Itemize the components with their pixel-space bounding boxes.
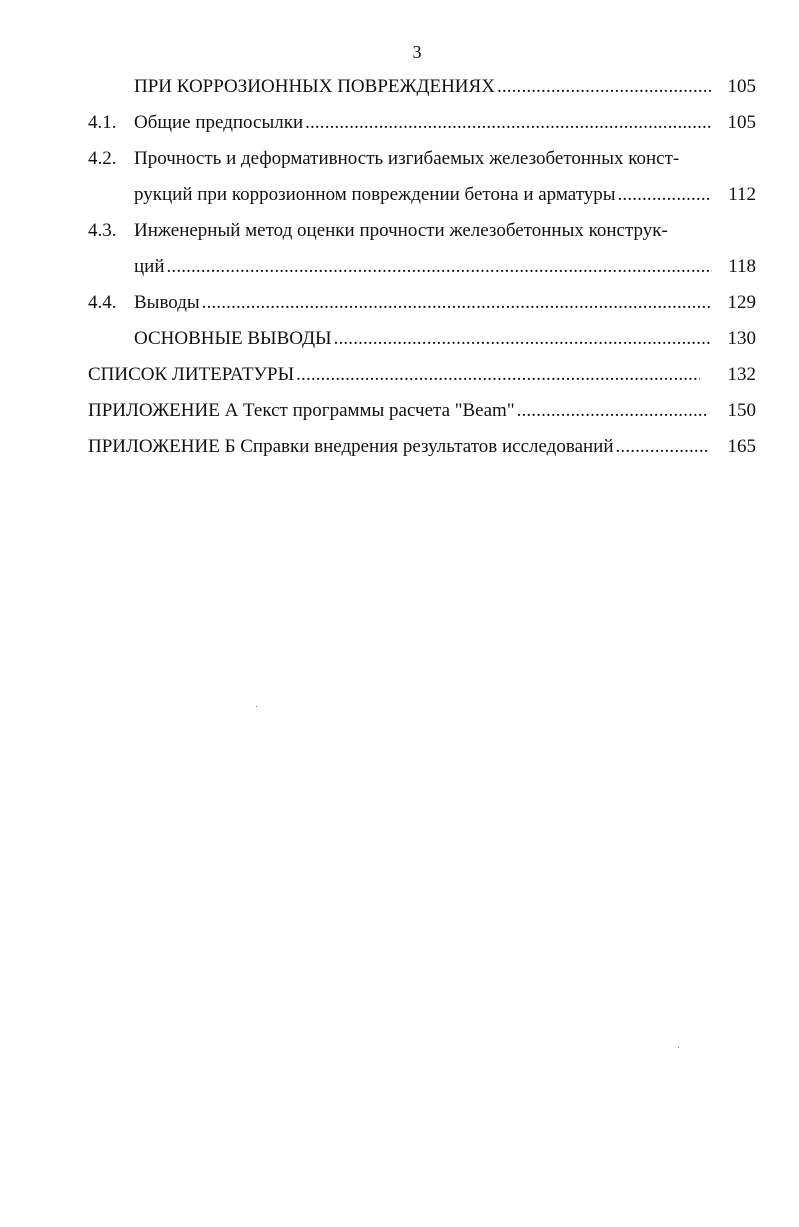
- toc-entry-number: 4.1.: [88, 112, 117, 133]
- toc-entry-title-line1: Инженерный метод оценки прочности железобетонных конструк-: [134, 220, 668, 241]
- toc-entry-title: ПРИЛОЖЕНИЕ А Текст программы расчета "Beam": [88, 400, 515, 421]
- dot-leader: [517, 398, 708, 424]
- toc-entry-number: 4.4.: [88, 292, 117, 313]
- toc-entry-title: ПРИЛОЖЕНИЕ Б Справки внедрения результатов исследований: [88, 436, 614, 457]
- dot-leader: [202, 290, 712, 316]
- toc-entry-4-1: [0, 110, 799, 136]
- toc-entry-title: СПИСОК ЛИТЕРАТУРЫ: [88, 364, 295, 385]
- toc-entry-title-line1: Прочность и деформативность изгибаемых железобетонных конст-: [134, 148, 680, 169]
- toc-entry-page: 112: [728, 184, 756, 205]
- dot-leader: [296, 362, 700, 388]
- scan-speck: [256, 706, 257, 707]
- toc-entry-title: рукций при коррозионном повреждении бетона и арматуры: [134, 184, 616, 205]
- toc-entry-corrosion-heading: [0, 74, 799, 100]
- dot-leader: [334, 326, 712, 352]
- dot-leader: [616, 434, 708, 460]
- toc-entry-number: 4.3.: [88, 220, 117, 241]
- toc-entry-page: 118: [728, 256, 756, 277]
- toc-entry-title: Общие предпосылки: [134, 112, 304, 133]
- toc-entry-4-2-cont: [0, 182, 799, 208]
- toc-entry-page: 130: [727, 328, 756, 349]
- toc-entry-page: 165: [727, 436, 756, 457]
- toc-entry-number: 4.2.: [88, 148, 117, 169]
- toc-entry-page: 129: [727, 292, 756, 313]
- dot-leader: [618, 182, 712, 208]
- toc-entry-page: 150: [727, 400, 756, 421]
- toc-entry-4-4: [0, 290, 799, 316]
- toc-entry-page: 105: [727, 112, 756, 133]
- toc-entry-appendix-a: [0, 398, 799, 424]
- dot-leader: [305, 110, 712, 136]
- toc-entry-4-2: [0, 146, 799, 172]
- dot-leader: [167, 254, 712, 280]
- toc-entry-references: [0, 362, 799, 388]
- scan-speck: [678, 1047, 679, 1048]
- toc-entry-4-3-cont: [0, 254, 799, 280]
- toc-entry-4-3: [0, 218, 799, 244]
- page-number: 3: [412, 42, 422, 62]
- toc-entry-title: Выводы: [134, 292, 200, 313]
- toc-entry-page: 105: [727, 76, 756, 97]
- toc-entry-title: ОСНОВНЫЕ ВЫВОДЫ: [134, 328, 332, 349]
- toc-entry-title: ций: [134, 256, 165, 277]
- toc-entry-main-conclusions: [0, 326, 799, 352]
- toc-entry-appendix-b: [0, 434, 799, 460]
- toc-entry-title: ПРИ КОРРОЗИОННЫХ ПОВРЕЖДЕНИЯХ: [134, 76, 495, 97]
- toc-entry-page: 132: [727, 364, 756, 385]
- dot-leader: [497, 74, 712, 100]
